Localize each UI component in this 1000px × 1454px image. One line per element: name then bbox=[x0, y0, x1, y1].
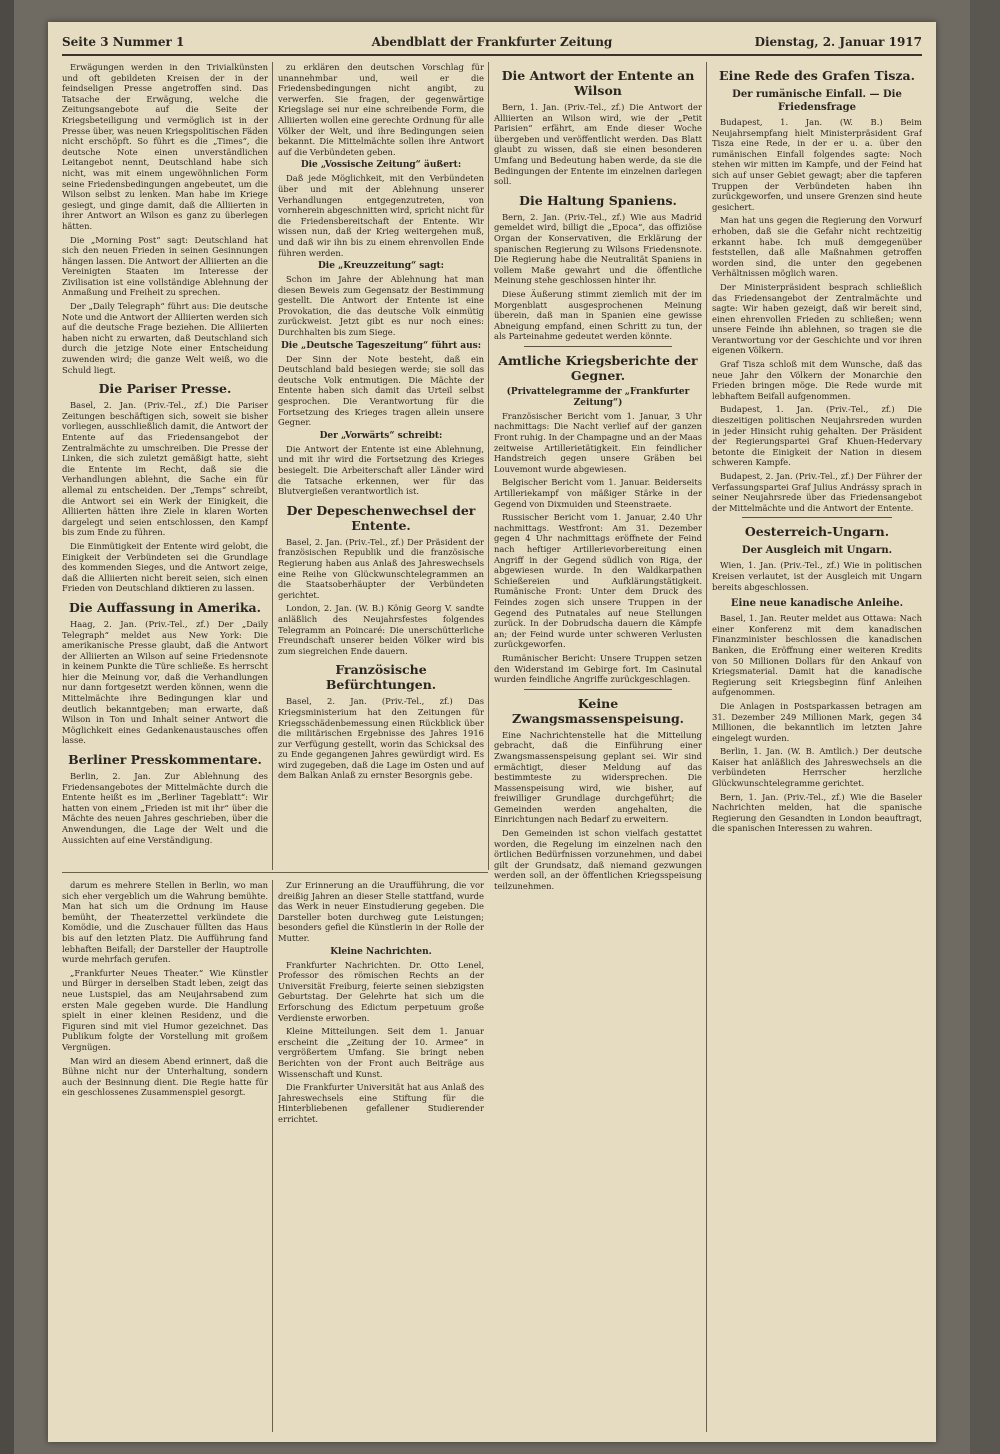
scan-edge-left bbox=[0, 0, 14, 1454]
article-paragraph: Basel, 2. Jan. (Priv.-Tel., zf.) Die Pariser Zeitungen beschäftigen sich, soweit sie bisher vorliegen, ausschließlich damit, die Antwort der Entente auf das Friedensangebot der Zentralmächte zu umschreiben. Die Presse der Linken, die sich zuletzt gemäßigt hatte, sieht die Entente im Recht, daß sie die Verhandlungen ablehnt, die Sache ein für allemal zu entscheiden. Der „Temps“ schreibt, die Antwort sei ein Werk der Einigkeit, die Alliierten hätten ihre Ziele in klaren Worten dargelegt und seien entschlossen, den Kampf bis zum Ende zu führen. bbox=[62, 400, 268, 538]
headline-berliner-presskommentare: Berliner Presskommentare. bbox=[68, 752, 262, 768]
headline-kleine-nachrichten: Kleine Nachrichten. bbox=[330, 946, 432, 957]
article-paragraph: Graf Tisza schloß mit dem Wunsche, daß das neue Jahr den Völkern der Monarchie den Frieden bringen möge. Die Rede wurde mit lebhaftem Beifall aufgenommen. bbox=[712, 359, 922, 401]
article-paragraph: Berlin, 2. Jan. Zur Ablehnung des Friedensangebotes der Mittelmächte durch die Entente heißt es im „Berliner Tageblatt“: Wir hatten von einem „Frieden ist mit ihr“ über die Mächte des neuen Jahres geschrieben, über die Anwendungen, die Lage der Welt und die Aussichten auf eine Verständigung. bbox=[62, 771, 268, 845]
headline-haltung-spaniens: Die Haltung Spaniens. bbox=[519, 192, 677, 208]
subheading-kreuzzeitung: Die „Kreuzzeitung“ sagt: bbox=[318, 261, 444, 272]
column-rule-3 bbox=[706, 62, 707, 1432]
headline-kanadische-anleihe: Eine neue kanadische Anleihe. bbox=[730, 598, 904, 610]
masthead bbox=[62, 32, 922, 56]
subheading-rumaenischer-einfall: Der rumänische Einfall. — Die Friedensfrage bbox=[732, 89, 902, 113]
headline-amerika: Die Auffassung in Amerika. bbox=[69, 599, 261, 615]
article-paragraph: Haag, 2. Jan. (Priv.-Tel., zf.) Der „Daily Telegraph“ meldet aus New York: Die amerikanische Presse glaubt, daß die Antwort der Alliierten an Wilson auf seine Friedensnote in keinem Punkte die Türe schließe. Es herrscht hier die Meinung vor, daß die Verhandlungen nur dann fortgesetzt werden können, wenn die Mittelmächte ihre Bedingungen klar und deutlich bekanntgeben; man erwarte, daß Wilson in Ton und Inhalt seiner Antwort die Möglichkeit eines Gedankenaustausches offen lasse. bbox=[62, 618, 268, 746]
headline-antwort-wilson: Die Antwort der Entente an Wilson bbox=[501, 68, 695, 98]
article-paragraph: Bern, 1. Jan. (Priv.-Tel., zf.) Die Antwort der Alliierten an Wilson wird, wie der „Petit Parisien“ erfährt, am Ende dieser Woche übergeben und veröffentlicht werden. Das Blatt glaubt zu wissen, daß sie einen besonderen Umfang und Bedeutung haben werde, da sie die Bedingungen der Entente im einzelnen darlegen soll. bbox=[494, 102, 702, 187]
article-paragraph: Daß jede Möglichkeit, mit den Verbündeten über und mit der Ablehnung unserer Verhandlungen entgegenzutreten, von vornherein abgeschnitten wird, spricht nicht für die Friedensbereitschaft der Entente. Wir wissen nun, daß der Krieg weitergehen muß, und daß wir ihn bis zu einem ehrenvollen Ende führen werden. bbox=[278, 173, 484, 258]
headline-depeschenwechsel: Der Depeschenwechsel der Entente. bbox=[286, 502, 476, 533]
feuilleton-paragraph: Kleine Mitteilungen. Seit dem 1. Januar erscheint die „Zeitung der 10. Armee“ in vergrößertem Umfang. Sie bringt neben Berichten von der Front auch Beiträge aus Wissenschaft und Kunst. bbox=[278, 1026, 484, 1079]
section-divider bbox=[742, 517, 892, 518]
column-rule-1 bbox=[272, 62, 273, 870]
article-paragraph: Budapest, 1. Jan. (Priv.-Tel., zf.) Die dieszeitigen politischen Neujahrsreden wurden in jeder Hinsicht ruhig gehalten. Der Präsident der Regierungspartei Graf Khuen-Hedervary betonte die Einigkeit der Nation in diesem schweren Kampfe. bbox=[712, 404, 922, 468]
article-paragraph: Basel, 1. Jan. Reuter meldet aus Ottawa: Nach einer Konferenz mit dem kanadischen Finanzminister beschlossen die kanadischen Banken, die Eröffnung einer weiteren Kredits von 50 Millionen Dollars für den Ankauf von Kriegsmaterial. Damit hat die kanadische Regierung seit Kriegsbeginn fünf Anleihen aufgenommen. bbox=[712, 613, 922, 698]
article-paragraph: Belgischer Bericht vom 1. Januar. Beiderseits Artilleriekampf von mäßiger Stärke in der Gegend von Dixmuiden und Steenstraete. bbox=[494, 477, 702, 509]
article-paragraph: Die Anlagen in Postsparkassen betragen am 31. Dezember 249 Millionen Mark, gegen 34 Millionen, die bekanntlich im letzten Jahre eingelegt wurden. bbox=[712, 700, 922, 743]
article-paragraph: Eine Nachrichtenstelle hat die Mitteilung gebracht, daß die Einführung einer Zwangsmassenspeisung geplant sei. Wir sind ermächtigt, dieser Meldung auf das bestimmteste zu widersprechen. Die Massenspeisung wird, wie bisher, auf freiwilliger Grundlage durchgeführt; die Gemeinden werden angehalten, die Einrichtungen nach Bedarf zu erweitern. bbox=[494, 729, 702, 825]
feuilleton-paragraph: Die Frankfurter Universität hat aus Anlaß des Jahreswechsels eine Stiftung für die Hinterbliebenen gefallener Studierender errichtet. bbox=[278, 1082, 484, 1124]
section-divider bbox=[524, 689, 672, 690]
article-paragraph: Französischer Bericht vom 1. Januar, 3 Uhr nachmittags: Die Nacht verlief auf der ganzen Front ruhig. In der Champagne und an der Maas zeitweise Artillerietätigkeit. Ein feindlicher Handstreich gegen unsere Gräben bei Louvemont wurde abgewiesen. bbox=[494, 410, 702, 474]
article-paragraph: Man hat uns gegen die Regierung den Vorwurf erhoben, daß sie die Gefahr nicht rechtzeitig erkannt habe. Ich muß demgegenüber feststellen, daß alle Maßnahmen getroffen worden sind, die unter den gegebenen Verhältnissen möglich waren. bbox=[712, 215, 922, 279]
article-paragraph: Die Antwort der Entente ist eine Ablehnung, und mit ihr wird die Fortsetzung des Krieges besiegelt. Die Arbeiterschaft aller Länder wird die Tatsache erkennen, wer für das Blutvergießen verantwortlich ist. bbox=[278, 443, 484, 497]
column-rule-2 bbox=[488, 62, 489, 870]
subheading-vossische: Die „Vossische Zeitung“ äußert: bbox=[300, 160, 462, 171]
column-3 bbox=[494, 62, 702, 1432]
issue-date: Dienstag, 2. Januar 1917 bbox=[754, 35, 922, 49]
article-paragraph: Der Sinn der Note besteht, daß ein Deutschland bald besiegen werde; sie soll das deutsche Volk entmutigen. Die Mächte der Entente haben sich damit das Urteil selbst gesprochen. Die Verantwortung für die Fortsetzung des Krieges tragen allein unsere Gegner. bbox=[278, 353, 484, 428]
feuilleton-paragraph: Frankfurter Nachrichten. Dr. Otto Lenel, Professor des römischen Rechts an der Universität Freiburg, feierte seinen siebzigsten Geburtstag. Der Gelehrte hat sich um die Erforschung des Edictum perpetuum große Verdienste erworben. bbox=[278, 959, 484, 1023]
column-1 bbox=[62, 62, 268, 866]
article-paragraph: Budapest, 2. Jan. (Priv.-Tel., zf.) Der Führer der Verfassungspartei Graf Julius Andrássy sprach in seiner Neujahrsrede über das Friedensangebot der Mittelmächte und die Antwort der Entente. bbox=[712, 471, 922, 513]
subheading-vorwaerts: Der „Vorwärts“ schreibt: bbox=[319, 430, 443, 441]
article-paragraph: Basel, 2. Jan. (Priv.-Tel., zf.) Der Präsident der französischen Republik und die französische Regierung haben aus Anlaß des Jahreswechsels eine Reihe von Glückwunschtelegrammen an die Staatsoberhäupter der Verbündeten gerichtet. bbox=[278, 536, 484, 600]
headline-pariser-presse: Die Pariser Presse. bbox=[98, 381, 232, 397]
subheading-ausgleich-ungarn: Der Ausgleich mit Ungarn. bbox=[741, 545, 893, 557]
newspaper-page bbox=[48, 22, 936, 1442]
page-number: Seite 3 Nummer 1 bbox=[62, 35, 185, 49]
feuilleton-paragraph: Man wird an diesem Abend erinnert, daß die Bühne nicht nur der Unterhaltung, sondern auch der Besinnung dient. Die Regie hatte für ein geschlossenes Zusammenspiel gesorgt. bbox=[62, 1055, 268, 1098]
article-paragraph: Berlin, 1. Jan. (W. B. Amtlich.) Der deutsche Kaiser hat anläßlich des Jahreswechsels an die verbündeten Herrscher herzliche Glückwunschtelegramme gerichtet. bbox=[712, 746, 922, 789]
article-paragraph: Bern, 1. Jan. (Priv.-Tel., zf.) Wie die Baseler Nachrichten melden, hat die spanische Regierung den Gesandten in London beauftragt, die spanischen Interessen zu wahren. bbox=[712, 791, 922, 834]
article-paragraph: Russischer Bericht vom 1. Januar, 2.40 Uhr nachmittags. Westfront: Am 31. Dezember gegen 4 Uhr nachmittags eröffnete der Feind nach heftiger Artillerievorbereitung einen Angriff in der Gegend südlich von Riga, der abgewiesen wurde. In den Waldkarpathen Schießereien und Aufklärungstätigkeit. Rumänische Front: Unter dem Druck des Feindes zogen sich unsere Truppen in der Gegend des Putnatales auf neue Stellungen zurück. In der Dobrudscha dauern die Kämpfe an; der Feind wurde unter schweren Verlusten zurückgeworfen. bbox=[494, 512, 702, 650]
newspaper-title: Abendblatt der Frankfurter Zeitung bbox=[371, 35, 613, 49]
article-paragraph: Die Einmütigkeit der Entente wird gelobt, die Einigkeit der Verbündeten sei die Grundlage des kommenden Sieges, und die Antwort zeige, daß die Alliierten nicht bereit seien, sich einen Frieden von Deutschland diktieren zu lassen. bbox=[62, 540, 268, 594]
article-paragraph: Budapest, 1. Jan. (W. B.) Beim Neujahrsempfang hielt Ministerpräsident Graf Tisza eine Rede, in der er u. a. über den rumänischen Einfall folgendes sagte: Noch stehen wir mitten im Kampfe, und der Feind hat sich auf unser Gebiet gewagt; aber die tapferen Truppen der Verbündeten haben ihn zurückgeworfen, und unsere Grenzen sind heute gesichert. bbox=[712, 117, 922, 212]
article-paragraph: Der „Daily Telegraph“ führt aus: Die deutsche Note und die Antwort der Alliierten werden sich auf die deutsche Frage beziehen. Die Alliierten haben nicht zu erwarten, daß Deutschland sich durch die jetzige Note einer Entscheidung zuwenden wird; die ganze Welt weiß, wo die Schuld liegt. bbox=[62, 301, 268, 375]
headline-rede-tisza: Eine Rede des Grafen Tisza. bbox=[719, 68, 915, 83]
headline-amtliche-kriegsberichte: Amtliche Kriegsberichte der Gegner. bbox=[498, 352, 698, 383]
feuilleton-paragraph: darum es mehrere Stellen in Berlin, wo man sich eher vergeblich um die Wahrung bemühte. Man hat sich um die Ordnung im Hause bemüht, der Theaterzettel verkündete die Komödie, und die Zuschauer füllten das Haus bis auf den letzten Platz. Die Aufführung fand lebhaften Beifall; der Darsteller der Hauptrolle wurde mehrfach gerufen. bbox=[62, 880, 268, 965]
column-rule-bottom bbox=[272, 880, 273, 1432]
article-paragraph: Bern, 2. Jan. (Priv.-Tel., zf.) Wie aus Madrid gemeldet wird, billigt die „Epoca“, das offiziöse Organ der Konservativen, die Erklärung der spanischen Regierung zu Wilsons Friedensnote. Die Regierung habe die Neutralität Spaniens in vollem Maße gewahrt und die öffentliche Meinung stehe geschlossen hinter ihr. bbox=[494, 211, 702, 286]
headline-zwangsmassenspeisung: Keine Zwangsmassenspeisung. bbox=[511, 695, 685, 726]
article-paragraph: zu erklären den deutschen Vorschlag für unannehmbar und, weil er die Friedensbedingungen nicht angibt, zu verwerfen. Sie fragen, der gegenwärtige Kriegslage sei nur eine schreibende Form, die Alliierten wollen eine gerechte Ordnung für alle Völker der Welt, und ihre Bedingungen seien bekannt. Die Mittelmächte sollen ihre Antwort auf die Verbündeten geben. bbox=[278, 62, 484, 157]
article-paragraph: Schon im Jahre der Ablehnung hat man diesen Beweis zum Gegensatz der Bestimmung gestellt. Die Antwort der Entente ist eine Provokation, die das deutsche Volk einmütig zurückweist. Jetzt gibt es nur noch eines: Durchhalten bis zum Siege. bbox=[278, 274, 484, 338]
article-paragraph: Der Ministerpräsident besprach schließlich das Friedensangebot der Zentralmächte und sagte: Wir haben gezeigt, daß wir bereit sind, einen ehrenvollen Frieden zu schließen; wenn unsere Feinde ihn ablehnen, so tragen sie die Verantwortung vor der Geschichte und vor ihren eigenen Völkern. bbox=[712, 281, 922, 356]
article-paragraph: Rumänischer Bericht: Unsere Truppen setzen den Widerstand im Gebirge fort. Im Casinutal wurden feindliche Angriffe zurückgeschlagen. bbox=[494, 652, 702, 685]
feuilleton-paragraph: „Frankfurter Neues Theater.“ Wie Künstler und Bürger in derselben Stadt leben, zeigt das neue Lustspiel, das am Neujahrsabend zum ersten Male gegeben wurde. Die Handlung spielt in einer kleinen Residenz, und die Figuren sind mit viel Humor gezeichnet. Das Publikum folgte der Vorstellung mit großem Vergnügen. bbox=[62, 967, 268, 1052]
feuilleton-column-2 bbox=[278, 880, 484, 1432]
headline-oesterreich-ungarn: Oesterreich-Ungarn. bbox=[744, 524, 890, 540]
article-paragraph: Die „Morning Post“ sagt: Deutschland hat sich den neuen Frieden in seinen Gesinnungen hängen lassen. Die Antwort der Alliierten an die Vereinigten Staaten im Interesse der Zivilisation ist eine vollständige Ablehnung der Anmaßung und Freiheit zu sprechen. bbox=[62, 234, 268, 298]
article-paragraph: Diese Äußerung stimmt ziemlich mit der im Morgenblatt ausgesprochenen Meinung überein, daß man in Spanien eine gewisse Abneigung empfand, einen Schritt zu tun, der als Parteinahme gedeutet werden könnte. bbox=[494, 288, 702, 342]
feuilleton-rule bbox=[62, 872, 488, 873]
scan-edge-right bbox=[970, 0, 1000, 1454]
feuilleton-paragraph: Zur Erinnerung an die Uraufführung, die vor dreißig Jahren an dieser Stelle stattfand, wurde das Werk in neuer Einstudierung gegeben. Die Darsteller boten durchweg gute Leistungen; besonders gefiel die Künstlerin in der Rolle der Mutter. bbox=[278, 880, 484, 943]
column-4 bbox=[712, 62, 922, 1432]
section-divider bbox=[524, 346, 672, 347]
article-paragraph: Basel, 2. Jan. (Priv.-Tel., zf.) Das Kriegsministerium hat den Zeitungen für Kriegsschädenbemessung einen Rückblick über die militärischen Ergebnisse des Jahres 1916 zur Verfügung gestellt, worin das Schicksal des zu Ende gegangenen Jahres gewürdigt wird. Es wird zugegeben, daß die Lage im Osten und auf dem Balkan Anlaß zu ernster Besorgnis gebe. bbox=[278, 696, 484, 781]
subheading-tageszeitung: Die „Deutsche Tageszeitung“ führt aus: bbox=[280, 340, 482, 351]
headline-franzoesische-befuerchtungen: Französische Befürchtungen. bbox=[325, 662, 437, 693]
article-paragraph: London, 2. Jan. (W. B.) König Georg V. sandte anläßlich des Neujahrsfestes folgendes Telegramm an Poincaré: Die unerschütterliche Freundschaft unserer beiden Völker wird bis zum siegreichen Ende dauern. bbox=[278, 603, 484, 656]
article-paragraph: Wien, 1. Jan. (Priv.-Tel., zf.) Wie in politischen Kreisen verlautet, ist der Ausgleich mit Ungarn bereits abgeschlossen. bbox=[712, 560, 922, 592]
article-paragraph: Erwägungen werden in den Trivialkünsten und oft gebildeten Kreisen der in der feindseligen Presse angetroffen sind. Das Tatsache der Erwägung, welche die Zeitungsangebote auf die Seite der Kriegsbeteiligung und vermöglich ist in der Presse über, was neuen Kriegspolitischen Fäden nicht erschöpft. So führt es die „Times“, die deutsche Note einen unverständlichen Leitangebot nennt, Deutschland habe sich nicht, was mit einem ungewöhnlichen Form seine Friedensbedingungen angebeutet, um die Wilson selbst zu lenken. Man habe im Kriege gesiegt, und ginge damit, daß die Alliierten in ihrer Antwort an Wilson es ganz zu überlegen hätten. bbox=[62, 62, 268, 231]
subheading-privattelegramme: (Privattelegramme der „Frankfurter Zeitung“) bbox=[506, 386, 690, 408]
column-2 bbox=[278, 62, 484, 866]
article-paragraph: Den Gemeinden ist schon vielfach gestattet worden, die Regelung im einzelnen nach den örtlichen Bedürfnissen vorzunehmen, und dabei gilt der Grundsatz, daß niemand gezwungen werden soll, an der öffentlichen Kriegsspeisung teilzunehmen. bbox=[494, 828, 702, 892]
feuilleton-column-1 bbox=[62, 880, 268, 1432]
